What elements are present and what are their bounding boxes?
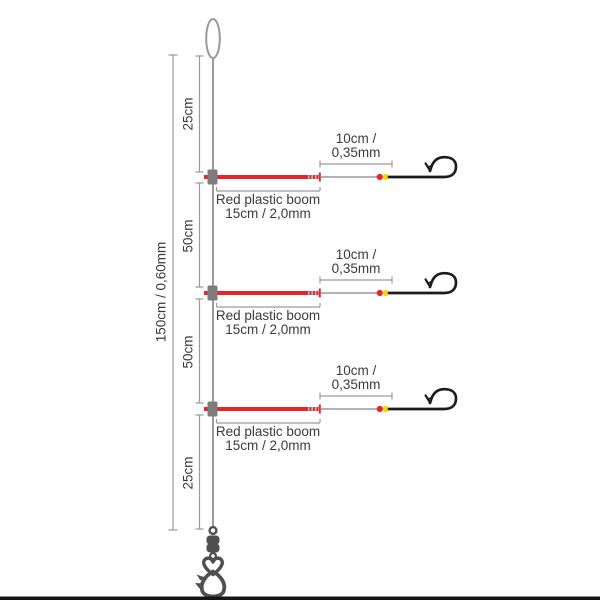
boom-label-1 — [214, 193, 322, 221]
boom-label-3 — [214, 425, 322, 453]
swivel-eye — [210, 527, 217, 534]
boom-assembly-3 — [204, 389, 456, 423]
hookline-label-1 — [311, 132, 401, 160]
boom-clip-icon — [208, 402, 218, 417]
boom-label-line2: 15cm / 2,0mm — [225, 438, 311, 453]
segment-label-3: 50cm — [180, 335, 196, 369]
boom-arm — [204, 175, 308, 179]
boom-label-line1: Red plastic boom — [215, 424, 321, 439]
hookline-label-line1: 10cm / — [335, 363, 377, 378]
boom-end-stop — [319, 405, 321, 414]
boom-label-line1: Red plastic boom — [215, 308, 321, 323]
bead-red — [377, 174, 383, 180]
boom-label-line1: Red plastic boom — [215, 192, 321, 207]
hookline-label-3 — [311, 364, 401, 392]
fish-hook-icon — [389, 273, 456, 293]
hookline-label-line2: 0,35mm — [331, 145, 381, 160]
fish-hook-icon — [389, 157, 456, 177]
boom-clip-icon — [208, 286, 218, 301]
bead-red — [377, 406, 383, 412]
boom-assembly-2 — [204, 273, 456, 307]
boom-assembly-1 — [204, 157, 456, 191]
measure-overall — [169, 55, 178, 530]
hookline-label-line1: 10cm / — [335, 131, 377, 146]
barrel-swivel-snap-icon — [195, 527, 224, 596]
boom-arm — [204, 407, 308, 411]
hookline-label-line1: 10cm / — [335, 247, 377, 262]
bottom-border-line — [0, 597, 600, 600]
measure-segments — [196, 56, 204, 529]
segment-label-1: 25cm — [180, 97, 196, 131]
boom-end-stop — [319, 173, 321, 182]
boom-label-line2: 15cm / 2,0mm — [225, 206, 311, 221]
boom-arm — [204, 291, 308, 295]
boom-label-line2: 15cm / 2,0mm — [225, 322, 311, 337]
fish-hook-icon — [389, 389, 456, 409]
boom-clip-icon — [208, 170, 218, 185]
line-loop-icon — [206, 19, 220, 58]
segment-label-2: 50cm — [180, 219, 196, 253]
boom-end-stop — [319, 289, 321, 298]
boom-label-2 — [214, 309, 322, 337]
hookline-label-line2: 0,35mm — [331, 261, 381, 276]
hookline-label-2 — [311, 248, 401, 276]
bead-red — [377, 290, 383, 296]
main-line-label: 150cm / 0,60mm — [153, 241, 169, 343]
segment-label-4: 25cm — [180, 456, 196, 490]
hookline-label-line2: 0,35mm — [331, 377, 381, 392]
swivel-barrel — [207, 536, 220, 545]
